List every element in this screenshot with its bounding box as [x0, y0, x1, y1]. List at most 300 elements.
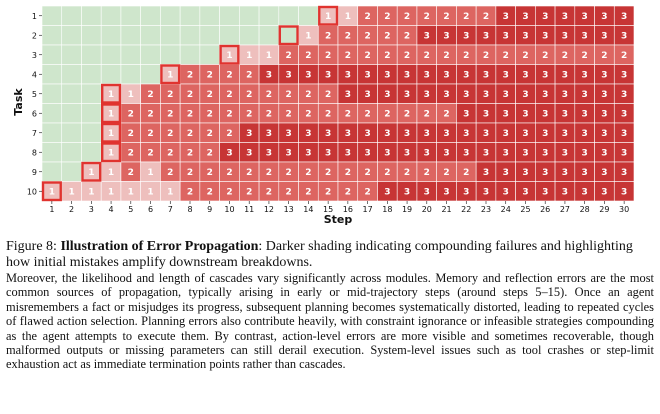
cell-value-label: 3	[502, 109, 509, 120]
heatmap-cell	[62, 65, 82, 85]
cell-value-label: 2	[463, 51, 470, 62]
heatmap-cell	[42, 45, 62, 65]
cell-value-label: 3	[226, 148, 233, 159]
heatmap-cell	[81, 26, 101, 46]
body-paragraph: Moreover, the likelihood and length of cascades vary significantly across modules. Memory and reflection errors are the most common sources of propagation, typically arising in early or mid-trajectory steps (around steps 5–15). Once an agent misremembers a fact or misjudges its progress, subsequent planning becomes systematically distorted, leading to repeated cycles of flawed action selection. Planning errors also contribute heavily, with constraint ignorance or infeasible strategies compounding as the agent attempts to execute them. By contrast, action-level errors are more visible and sometimes recoverable, though malformed outputs or missing parameters can still derail execution. System-level issues such as tool crashes or step-limit exhaustion act as immediate termination points rather than cascades.	[6, 271, 654, 372]
cell-value-label: 2	[285, 187, 292, 198]
heatmap-cell	[42, 123, 62, 143]
cell-value-label: 3	[285, 70, 292, 81]
cell-value-label: 2	[384, 51, 391, 62]
cell-value-label: 3	[403, 129, 411, 140]
cell-value-label: 2	[246, 70, 253, 81]
cell-value-label: 3	[364, 90, 371, 101]
heatmap-cell	[101, 45, 121, 65]
cell-value-label: 2	[305, 187, 312, 198]
cell-value-label: 2	[384, 31, 391, 42]
cell-value-label: 3	[246, 129, 253, 140]
cell-value-label: 3	[364, 70, 371, 81]
heatmap-cell	[121, 26, 141, 46]
cell-value-label: 2	[265, 90, 273, 101]
cell-value-label: 3	[561, 148, 569, 159]
caption-title: Illustration of Error Propagation	[60, 239, 259, 254]
cell-value-label: 3	[443, 90, 450, 101]
cell-value-label: 2	[226, 168, 233, 179]
cell-value-label: 2	[186, 129, 194, 140]
x-tick-label: 27	[559, 205, 571, 214]
cell-value-label: 3	[502, 129, 509, 140]
cell-value-label: 2	[364, 109, 371, 120]
heatmap-cell	[239, 26, 259, 46]
cell-value-label: 1	[226, 51, 233, 62]
x-axis-label: Step	[323, 213, 353, 226]
cell-value-label: 2	[403, 109, 411, 120]
cell-value-label: 2	[601, 51, 608, 62]
cell-value-label: 2	[344, 168, 351, 179]
x-tick-label: 12	[263, 205, 275, 214]
cell-value-label: 3	[344, 148, 351, 159]
cell-value-label: 2	[384, 109, 391, 120]
cell-value-label: 2	[127, 168, 134, 179]
cell-value-label: 3	[305, 70, 312, 81]
cell-value-label: 3	[443, 70, 450, 81]
cell-value-label: 3	[601, 90, 608, 101]
cell-value-label: 2	[305, 90, 312, 101]
cell-value-label: 3	[265, 129, 273, 140]
x-tick-label: 7	[167, 205, 173, 214]
cell-value-label: 3	[502, 168, 509, 179]
cell-value-label: 3	[522, 109, 529, 120]
heatmap-cell	[259, 6, 279, 26]
cell-value-label: 2	[423, 51, 430, 62]
cell-value-label: 3	[482, 187, 490, 198]
x-tick-label: 14	[303, 205, 314, 214]
cell-value-label: 2	[364, 187, 371, 198]
cell-value-label: 3	[621, 129, 628, 140]
cell-value-label: 2	[403, 51, 411, 62]
cell-value-label: 3	[601, 31, 608, 42]
cell-value-label: 2	[167, 148, 174, 159]
cell-value-label: 3	[285, 148, 292, 159]
y-tick-labels	[27, 12, 42, 197]
cell-value-label: 1	[88, 187, 95, 198]
cell-value-label: 2	[167, 90, 174, 101]
y-tick-label: 2	[31, 31, 37, 41]
x-tick-label: 5	[128, 205, 134, 214]
cell-value-label: 3	[403, 90, 411, 101]
heatmap-cell	[141, 26, 161, 46]
heatmap-cell	[81, 143, 101, 163]
cell-value-label: 2	[561, 51, 569, 62]
cell-value-label: 3	[482, 90, 490, 101]
cell-value-label: 2	[364, 51, 371, 62]
cell-value-label: 3	[522, 70, 529, 81]
cell-value-label: 2	[344, 187, 351, 198]
heatmap-cell	[180, 26, 200, 46]
cell-value-label: 2	[285, 51, 292, 62]
cell-value-label: 3	[403, 70, 411, 81]
heatmap-cell	[121, 45, 141, 65]
x-tick-label: 20	[421, 205, 432, 214]
cell-value-label: 2	[285, 168, 292, 179]
cell-value-label: 2	[364, 12, 371, 23]
cell-value-label: 2	[285, 109, 292, 120]
cell-value-label: 2	[305, 51, 312, 62]
cell-value-label: 3	[463, 70, 470, 81]
cell-value-label: 2	[482, 51, 490, 62]
heatmap-cells	[42, 6, 634, 201]
cell-value-label: 3	[601, 187, 608, 198]
x-tick-label: 2	[69, 205, 75, 214]
cell-value-label: 1	[325, 12, 332, 23]
x-tick-label: 21	[441, 205, 452, 214]
cell-value-label: 2	[167, 109, 174, 120]
cell-value-label: 3	[482, 168, 490, 179]
x-tick-label: 10	[224, 205, 235, 214]
heatmap-cell	[81, 6, 101, 26]
x-tick-label: 4	[108, 205, 114, 214]
cell-value-label: 2	[305, 109, 312, 120]
figure-caption	[6, 239, 654, 271]
cell-value-label: 3	[561, 31, 569, 42]
cell-value-label: 3	[423, 187, 430, 198]
heatmap-cell	[239, 6, 259, 26]
cell-value-label: 3	[463, 148, 470, 159]
cell-value-label: 3	[384, 187, 391, 198]
cell-value-label: 3	[443, 187, 450, 198]
cell-value-label: 3	[522, 12, 529, 23]
cell-value-label: 3	[344, 129, 351, 140]
cell-value-label: 3	[581, 187, 588, 198]
heatmap-cell	[81, 104, 101, 124]
x-tick-label: 23	[480, 205, 492, 214]
heatmap-cell	[160, 45, 180, 65]
cell-value-label: 1	[107, 109, 115, 120]
heatmap-cell	[81, 84, 101, 104]
heatmap-cell	[141, 45, 161, 65]
cell-value-label: 3	[522, 187, 529, 198]
cell-value-label: 2	[285, 90, 292, 101]
heatmap-cell	[180, 45, 200, 65]
cell-value-label: 3	[542, 90, 549, 101]
cell-value-label: 3	[621, 148, 628, 159]
cell-value-label: 1	[107, 148, 115, 159]
cell-value-label: 3	[542, 129, 549, 140]
cell-value-label: 3	[621, 31, 628, 42]
cell-value-label: 3	[305, 148, 312, 159]
heatmap-cell	[62, 26, 82, 46]
cell-value-label: 2	[265, 168, 273, 179]
cell-value-label: 3	[601, 168, 608, 179]
heatmap-cell	[259, 26, 279, 46]
cell-value-label: 3	[581, 31, 588, 42]
cell-value-label: 3	[621, 109, 628, 120]
heatmap-cell	[200, 6, 220, 26]
x-tick-label: 8	[187, 205, 193, 214]
cell-value-label: 2	[167, 129, 174, 140]
cell-value-label: 3	[561, 70, 569, 81]
heatmap-cell	[62, 104, 82, 124]
cell-value-label: 2	[206, 148, 213, 159]
cell-value-label: 3	[621, 187, 628, 198]
cell-value-label: 3	[443, 31, 450, 42]
cell-value-label: 3	[542, 148, 549, 159]
cell-value-label: 3	[384, 90, 391, 101]
cell-value-label: 3	[601, 129, 608, 140]
y-tick-label: 4	[31, 70, 37, 80]
cell-value-label: 3	[502, 31, 509, 42]
cell-value-label: 2	[265, 109, 273, 120]
cell-value-label: 1	[107, 187, 115, 198]
cell-value-label: 2	[226, 187, 233, 198]
heatmap-cell	[160, 26, 180, 46]
cell-value-label: 3	[325, 129, 332, 140]
cell-value-label: 2	[364, 31, 371, 42]
heatmap-cell	[62, 45, 82, 65]
cell-value-label: 3	[542, 70, 549, 81]
cell-value-label: 3	[561, 129, 569, 140]
x-tick-label: 11	[244, 205, 255, 214]
cell-value-label: 3	[463, 31, 470, 42]
x-tick-label: 30	[619, 205, 630, 214]
cell-value-label: 3	[581, 70, 588, 81]
cell-value-label: 3	[542, 31, 549, 42]
cell-value-label: 2	[344, 31, 351, 42]
cell-value-label: 3	[601, 70, 608, 81]
heatmap-cell	[62, 162, 82, 182]
cell-value-label: 3	[522, 31, 529, 42]
caption-text: : Darker shading indicating compounding failures and highlighting how initial mistakes amplify downstream breakdowns.	[6, 239, 633, 270]
cell-value-label: 2	[186, 90, 194, 101]
cell-value-label: 3	[482, 70, 490, 81]
cell-value-label: 1	[265, 51, 273, 62]
cell-value-label: 2	[403, 31, 411, 42]
heatmap-cell	[141, 65, 161, 85]
cell-value-label: 3	[482, 129, 490, 140]
cell-value-label: 3	[482, 148, 490, 159]
cell-value-label: 3	[581, 148, 588, 159]
cell-value-label: 3	[364, 129, 371, 140]
cell-value-label: 3	[502, 90, 509, 101]
cell-value-label: 3	[561, 168, 569, 179]
cell-value-label: 2	[147, 129, 154, 140]
cell-value-label: 2	[186, 168, 194, 179]
cell-value-label: 2	[226, 129, 233, 140]
x-tick-label: 6	[147, 205, 154, 214]
cell-value-label: 3	[502, 187, 509, 198]
y-axis-label: Task	[12, 88, 25, 116]
x-tick-label: 13	[283, 205, 294, 214]
cell-value-label: 2	[226, 70, 233, 81]
cell-value-label: 1	[147, 187, 154, 198]
x-tick-label: 19	[401, 205, 413, 214]
cell-value-label: 2	[186, 70, 194, 81]
cell-value-label: 2	[384, 168, 391, 179]
heatmap-cell	[101, 26, 121, 46]
cell-value-label: 2	[325, 31, 332, 42]
cell-value-label: 2	[463, 168, 470, 179]
cell-value-label: 3	[601, 12, 608, 23]
cell-value-label: 2	[325, 51, 332, 62]
heatmap-cell	[42, 104, 62, 124]
cell-value-label: 2	[344, 51, 351, 62]
y-tick-label: 5	[31, 89, 37, 99]
cell-value-label: 2	[147, 109, 154, 120]
cell-value-label: 2	[423, 109, 430, 120]
cell-value-label: 3	[522, 168, 529, 179]
cell-value-label: 1	[68, 187, 75, 198]
cell-value-label: 3	[542, 187, 549, 198]
cell-value-label: 3	[384, 129, 391, 140]
cell-value-label: 1	[127, 90, 134, 101]
cell-value-label: 3	[581, 168, 588, 179]
cell-value-label: 3	[522, 148, 529, 159]
heatmap-cell	[220, 6, 240, 26]
cell-value-label: 2	[147, 90, 154, 101]
heatmap-cell	[62, 6, 82, 26]
cell-value-label: 3	[601, 109, 608, 120]
cell-value-label: 3	[344, 90, 351, 101]
x-tick-label: 16	[342, 205, 353, 214]
cell-value-label: 2	[423, 12, 430, 23]
cell-value-label: 1	[344, 12, 351, 23]
cell-value-label: 3	[621, 90, 628, 101]
y-tick-label: 6	[31, 109, 37, 119]
cell-value-label: 3	[522, 90, 529, 101]
cell-value-label: 2	[167, 168, 174, 179]
cell-value-label: 2	[443, 109, 450, 120]
cell-value-label: 3	[364, 148, 371, 159]
cell-value-label: 2	[522, 51, 529, 62]
heatmap-cell	[62, 143, 82, 163]
cell-value-label: 2	[542, 51, 549, 62]
x-tick-label: 18	[382, 205, 393, 214]
cell-value-label: 3	[522, 129, 529, 140]
cell-value-label: 3	[403, 148, 411, 159]
cell-value-label: 3	[246, 148, 253, 159]
caption-prefix: Figure 8:	[6, 239, 61, 254]
cell-value-label: 1	[246, 51, 253, 62]
heatmap-cell	[279, 6, 299, 26]
cell-value-label: 2	[463, 12, 470, 23]
cell-value-label: 1	[305, 31, 312, 42]
cell-value-label: 3	[621, 70, 628, 81]
x-tick-label: 25	[520, 205, 531, 214]
cell-value-label: 2	[384, 12, 391, 23]
cell-value-label: 3	[542, 168, 549, 179]
heatmap-cell	[62, 123, 82, 143]
cell-value-label: 3	[561, 90, 569, 101]
x-tick-label: 9	[207, 205, 213, 214]
cell-value-label: 1	[167, 187, 174, 198]
cell-value-label: 2	[206, 187, 213, 198]
cell-value-label: 2	[206, 168, 213, 179]
cell-value-label: 1	[88, 168, 95, 179]
y-tick-label: 7	[31, 128, 37, 138]
cell-value-label: 2	[265, 187, 273, 198]
cell-value-label: 3	[581, 129, 588, 140]
x-tick-label: 1	[49, 205, 55, 214]
heatmap-cell	[81, 123, 101, 143]
cell-value-label: 2	[364, 168, 371, 179]
cell-value-label: 2	[344, 109, 351, 120]
y-tick-label: 10	[26, 187, 37, 197]
cell-value-label: 3	[502, 12, 509, 23]
cell-value-label: 3	[463, 90, 470, 101]
heatmap-cell	[101, 65, 121, 85]
heatmap-cell	[101, 6, 121, 26]
cell-value-label: 2	[127, 129, 134, 140]
cell-value-label: 2	[246, 90, 253, 101]
cell-value-label: 3	[423, 90, 430, 101]
cell-value-label: 3	[443, 129, 450, 140]
cell-value-label: 3	[305, 129, 312, 140]
cell-value-label: 1	[107, 129, 115, 140]
heatmap-cell	[141, 6, 161, 26]
y-tick-label: 8	[31, 148, 37, 158]
heatmap-cell	[42, 84, 62, 104]
cell-value-label: 3	[325, 70, 332, 81]
cell-value-label: 3	[423, 129, 430, 140]
cell-value-label: 3	[423, 31, 430, 42]
heatmap-cell	[180, 6, 200, 26]
cell-value-label: 3	[502, 148, 509, 159]
cell-value-label: 2	[581, 51, 588, 62]
cell-value-label: 2	[403, 168, 411, 179]
cell-value-label: 2	[206, 109, 213, 120]
cell-value-label: 2	[246, 168, 253, 179]
cell-value-label: 2	[325, 90, 332, 101]
cell-value-label: 2	[443, 168, 450, 179]
cell-value-label: 1	[147, 168, 154, 179]
heatmap-cell	[81, 65, 101, 85]
cell-value-label: 3	[561, 12, 569, 23]
cell-value-label: 1	[107, 90, 115, 101]
cell-value-label: 3	[285, 129, 292, 140]
cell-value-label: 1	[107, 168, 115, 179]
x-tick-label: 28	[579, 205, 590, 214]
heatmap-cell	[42, 65, 62, 85]
cell-value-label: 2	[226, 90, 233, 101]
cell-value-label: 1	[48, 187, 55, 198]
cell-value-label: 1	[127, 187, 134, 198]
cell-value-label: 1	[167, 70, 174, 81]
heatmap-cell	[200, 26, 220, 46]
cell-value-label: 3	[601, 148, 608, 159]
y-tick-label: 9	[31, 167, 37, 177]
cell-value-label: 3	[621, 168, 628, 179]
heatmap-cell	[42, 162, 62, 182]
y-tick-label: 1	[31, 11, 37, 21]
x-tick-label: 15	[323, 205, 334, 214]
cell-value-label: 3	[325, 148, 332, 159]
cell-value-label: 3	[384, 70, 391, 81]
cell-value-label: 3	[581, 90, 588, 101]
cell-value-label: 3	[561, 187, 569, 198]
cell-value-label: 3	[463, 187, 470, 198]
cell-value-label: 3	[581, 109, 588, 120]
cell-value-label: 2	[482, 12, 490, 23]
cell-value-label: 3	[561, 109, 569, 120]
cell-value-label: 3	[423, 148, 430, 159]
heatmap-cell	[42, 26, 62, 46]
cell-value-label: 2	[423, 168, 430, 179]
cell-value-label: 3	[384, 148, 391, 159]
heatmap-cell	[200, 45, 220, 65]
x-tick-label: 29	[599, 205, 610, 214]
heatmap-cell	[299, 6, 319, 26]
cell-value-label: 3	[463, 109, 470, 120]
cell-value-label: 3	[542, 109, 549, 120]
